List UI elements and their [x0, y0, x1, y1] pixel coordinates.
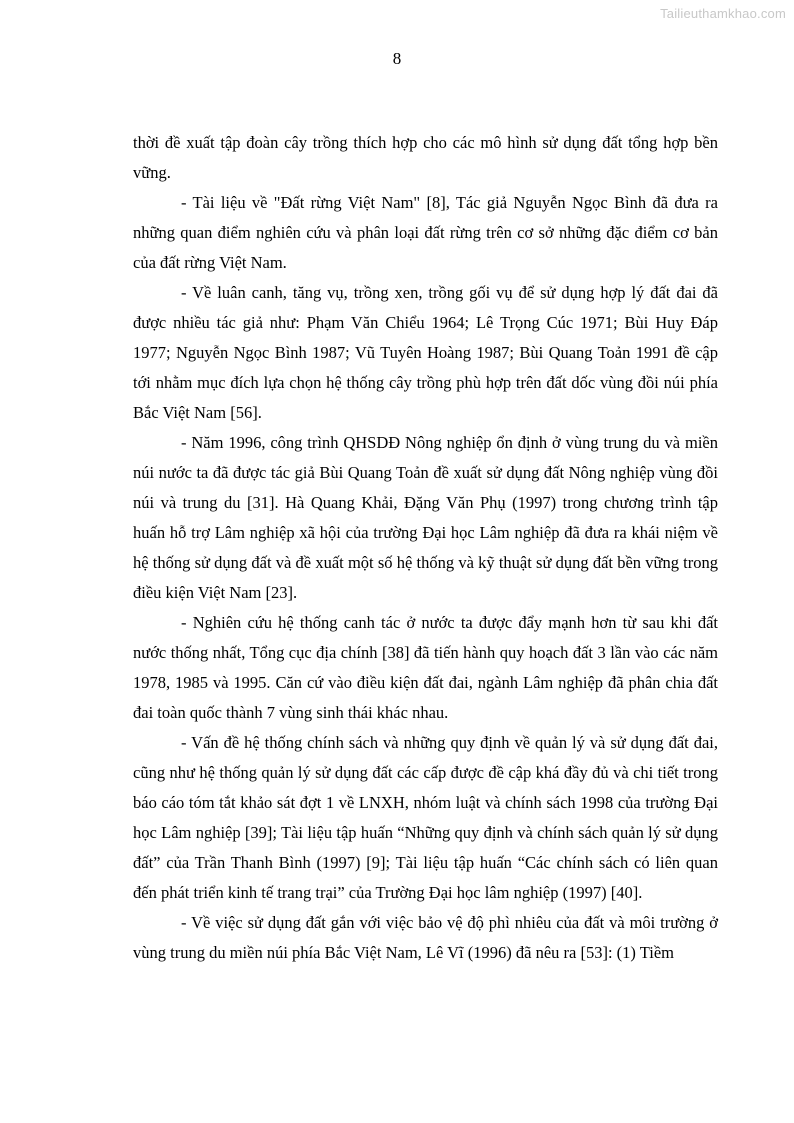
paragraph-continuation: thời đề xuất tập đoàn cây trồng thích hợp cho các mô hình sử dụng đất tổng hợp bền vững.	[133, 133, 718, 182]
watermark: Tailieuthamkhao.com	[660, 6, 786, 21]
paragraph-forest-soil: - Tài liệu về "Đất rừng Việt Nam" [8], Tác giả Nguyễn Ngọc Bình đã đưa ra những quan điểm nghiên cứu và phân loại đất rừng trên cơ sở những đặc điểm cơ bản của đất rừng Việt Nam.	[133, 193, 718, 272]
paragraph-crop-rotation: - Về luân canh, tăng vụ, trồng xen, trồng gối vụ để sử dụng hợp lý đất đai đã được nhiều tác giả như: Phạm Văn Chiểu 1964; Lê Trọng Cúc 1971; Bùi Huy Đáp 1977; Nguyễn Ngọc Bình 1987; Vũ Tuyên Hoàng 1987; Bùi Quang Toản 1991 đề cập tới nhằm mục đích lựa chọn hệ thống cây trồng phù hợp trên đất dốc vùng đồi núi phía Bắc Việt Nam [56].	[133, 283, 718, 422]
page-number: 8	[392, 49, 402, 68]
document-body	[133, 128, 718, 968]
paragraph-farming-systems: - Nghiên cứu hệ thống canh tác ở nước ta được đẩy mạnh hơn từ sau khi đất nước thống nhất, Tổng cục địa chính [38] đã tiến hành quy hoạch đất 3 lần vào các năm 1978, 1985 và 1995. Căn cứ vào điều kiện đất đai, ngành Lâm nghiệp đã phân chia đất đai toàn quốc thành 7 vùng sinh thái khác nhau.	[133, 613, 718, 722]
paragraph-soil-fertility: - Về việc sử dụng đất gắn với việc bảo vệ độ phì nhiêu của đất và môi trường ở vùng trung du miền núi phía Bắc Việt Nam, Lê Vĩ (1996) đã nêu ra [53]: (1) Tiềm	[133, 913, 718, 962]
paragraph-policy: - Vấn đề hệ thống chính sách và những quy định về quản lý và sử dụng đất đai, cũng như hệ thống quản lý sử dụng đất các cấp được đề cập khá đầy đủ và chi tiết trong báo cáo tóm tắt khảo sát đợt 1 về LNXH, nhóm luật và chính sách 1998 của trường Đại học Lâm nghiệp [39]; Tài liệu tập huấn “Những quy định và chính sách quản lý sử dụng đất” của Trần Thanh Bình (1997) [9]; Tài liệu tập huấn “Các chính sách có liên quan đến phát triển kinh tế trang trại” của Trường Đại học lâm nghiệp (1997) [40].	[133, 733, 718, 902]
paragraph-land-planning-1996: - Năm 1996, công trình QHSDĐ Nông nghiệp ổn định ở vùng trung du và miền núi nước ta đã được tác giả Bùi Quang Toản đề xuất sử dụng đất Nông nghiệp vùng đồi núi và trung du [31]. Hà Quang Khải, Đặng Văn Phụ (1997) trong chương trình tập huấn hỗ trợ Lâm nghiệp xã hội của trường Đại học Lâm nghiệp đã đưa ra khái niệm về hệ thống sử dụng đất và đề xuất một số hệ thống và kỹ thuật sử dụng đất bền vững trong điều kiện Việt Nam [23].	[133, 433, 718, 602]
